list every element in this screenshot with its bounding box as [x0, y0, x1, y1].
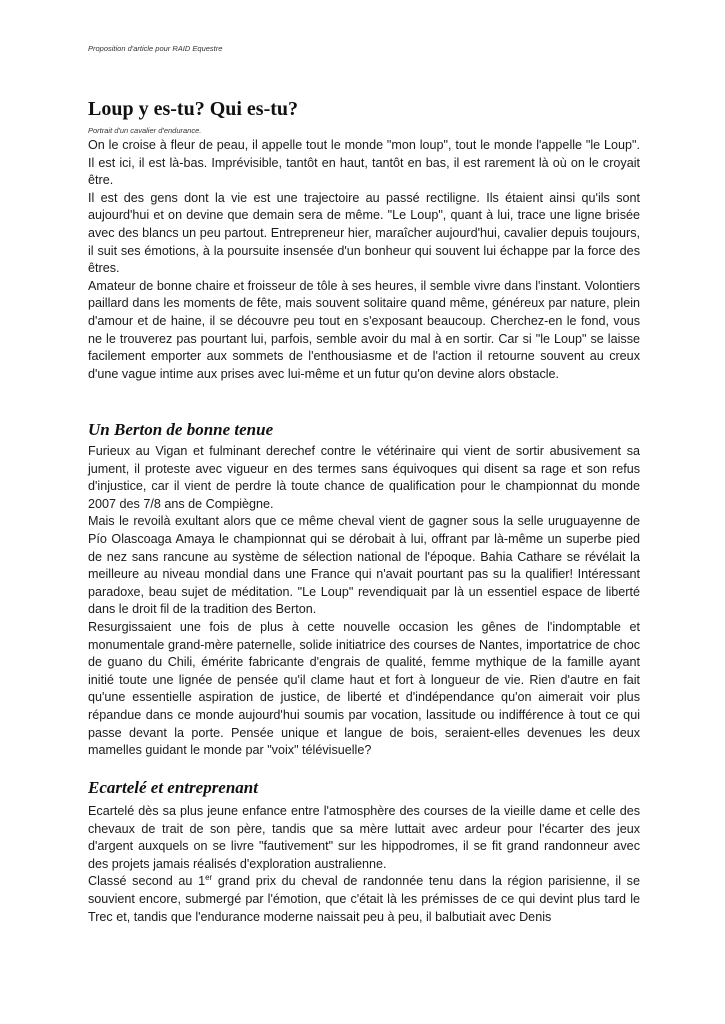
section-berton-paragraph-1: Furieux au Vigan et fulminant derechef contre le vétérinaire qui vient de sortir abusivement sa jument, il proteste avec vigueur en des termes sans équivoques qui disent sa rage et son refus d'injustice, car il vient de perdre là toute chance de qualification pour le championnat du monde 2007 des 7/8 ans de Compiègne. [88, 444, 640, 511]
section-heading-ecartele: Ecartelé et entreprenant [88, 778, 258, 797]
paragraph-text-before: Classé second au 1 [88, 874, 206, 889]
header-note: Proposition d'article pour RAID Equestre [88, 44, 223, 53]
ordinal-superscript: er [205, 873, 213, 883]
article-title: Loup y es-tu? Qui es-tu? [88, 98, 299, 120]
intro-paragraph-1: On le croise à fleur de peau, il appelle tout le monde "mon loup", tout le monde l'appelle "le Loup". Il est ici, il est là-bas. Imprévisible, tantôt en haut, tantôt en bas, il est rarement là où on le croyait être. [88, 138, 640, 188]
section-ecartele-paragraph-2 [88, 873, 640, 926]
paragraph-text-after: grand prix du cheval de randonnée tenu dans la région parisienne, il se souvient encore, submergé par l'émotion, que c'était là les prémisses de ce qui devint plus tard le Trec et, tandis que l'endurance moderne naissait peu à peu, il balbutiait avec Denis [88, 874, 640, 924]
intro-paragraph-2: Il est des gens dont la vie est une trajectoire au passé rectiligne. Ils étaient ainsi qu'ils sont aujourd'hui et on devine que demain sera de même. "Le Loup", quant à lui, trace une ligne brisée avec des blancs un peu partout. Entrepreneur hier, maraîcher aujourd'hui, cavalier depuis toujours, il suit ses émotions, à la poursuite insensée d'un bonheur qui souvent lui échappe par la force des êtres. [88, 190, 640, 276]
intro-block [88, 137, 640, 383]
section-berton-block [88, 443, 640, 760]
intro-paragraph-3: Amateur de bonne chaire et froisseur de tôle à ses heures, il semble vivre dans l'instant. Volontiers paillard dans les moments de fête, mais souvent solitaire quand même, généreux par nature, plein d'amour et de haine, il se découvre peu tout en s'exposant beaucoup. Cherchez-en le fond, vous ne le trouverez pas pourtant lui, parfois, semble avoir du mal à en sortir. Car si "le Loup" se laisse facilement emporter aux sommets de l'enthousiasme et de l'action il retourne souvent au creux d'une vague intime aux prises avec lui-même et un futur qu'on devine alors obstacle. [88, 278, 640, 381]
section-heading-berton: Un Berton de bonne tenue [88, 420, 274, 439]
section-berton-paragraph-2: Mais le revoilà exultant alors que ce même cheval vient de gagner sous la selle uruguayenne de Pío Olascoaga Amaya le championnat qui se dérobait à lui, offrant par là-même un superbe pied de nez sans rancune au système de sélection national de l'époque. Bahia Cathare se révélait la meilleure au niveau mondial dans une France qui n'avait pourtant pas su la qualifier! Intéressant paradoxe, beau sujet de méditation. "Le Loup" revendiquait par là un essentiel espace de liberté dans le droit fil de la tradition des Berton. [88, 514, 640, 617]
section-ecartele-paragraph-1: Ecartelé dès sa plus jeune enfance entre l'atmosphère des courses de la vieille dame et celle des chevaux de trait de son père, tandis que sa mère luttait avec ardeur pour l'écarter des jeux d'argent auxquels on se livre "fautivement" sur les hippodromes, il se fit grand randonneur avec des projets jamais réalisés d'exploration australienne. [88, 804, 640, 871]
section-berton-paragraph-3: Resurgissaient une fois de plus à cette nouvelle occasion les gênes de l'indomptable et monumentale grand-mère paternelle, solide initiatrice des courses de Nantes, importatrice de choc de guano du Chili, émérite fabricante d'engrais de qualité, femme mythique de la famille ayant initié toute une lignée de pensée qu'il clame haut et fort à longueur de vie. Rien d'autre en fait qu'une essentielle aspiration de justice, de liberté et d'indépendance qu'on aimerait voir plus répandue dans ce monde aujourd'hui soumis par vocation, lassitude ou indifférence à tout ce qui passe devant la porte. Pensée unique et langue de bois, seraient-elles devenues les deux mamelles guidant le monde par "voix" télévisuelle? [88, 619, 640, 758]
article-subtitle: Portrait d'un cavalier d'endurance. [88, 126, 202, 135]
section-ecartele-block [88, 803, 640, 926]
